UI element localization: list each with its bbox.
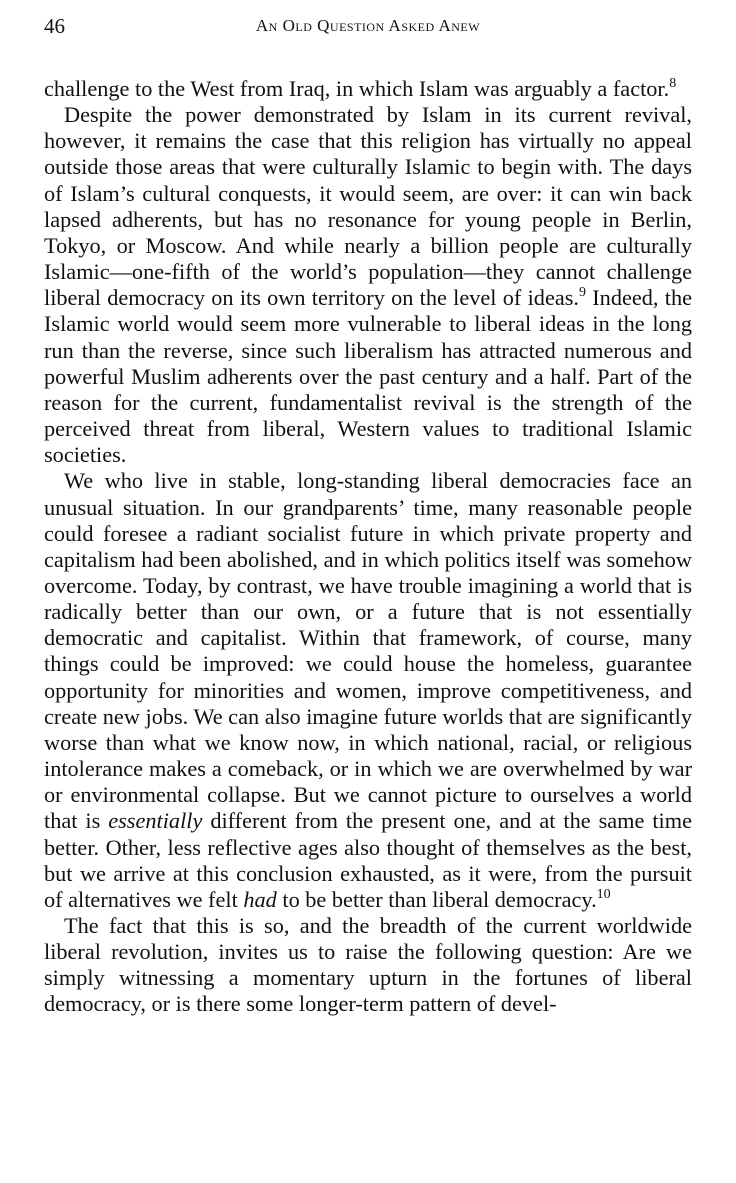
italic-text: had xyxy=(243,886,277,912)
italic-text: essentially xyxy=(108,808,203,834)
paragraph-text: Indeed, the Islamic world would seem more vulnerable to liberal ideas in the long run than the reverse, since such liberalism has attracted numerous and powerful Muslim adherents over the past century and a half. Part of the reason for the current, fundamentalist revival is the strength of the perceived threat from liberal, Western values to traditional Islamic societies. xyxy=(44,285,692,468)
footnote-marker: 9 xyxy=(579,285,586,301)
footnote-marker: 10 xyxy=(596,886,611,902)
footnote-marker: 8 xyxy=(669,76,677,91)
page-header xyxy=(44,14,692,44)
page-number: 46 xyxy=(44,14,65,38)
paragraph-text: to be better than liberal democracy. xyxy=(276,886,597,912)
paragraph xyxy=(44,102,692,468)
paragraph-text: Despite the power demonstrated by Islam in its current revival, however, it remains the case that this religion has virtually no appeal outside those areas that were culturally Islamic to begin with. The days of Islam’s cultural conquests, it would seem, are over: it can win back lapsed adherents, but has no resonance for young people in Berlin, Tokyo, or Moscow. And while nearly a billion people are culturally Islamic—one-fifth of the world’s population—they cannot challenge liberal democracy on its own territory on the level of ideas. xyxy=(44,102,692,311)
paragraph-text: different from the present one, and at the same time better. Other, less reflective ages also thought of themselves as the best, but we arrive at this conclusion exhausted, as it were, from the pursuit of alternatives we felt xyxy=(44,808,692,912)
paragraph-text: The fact that this is so, and the breadth of the current worldwide liberal revolution, invites us to raise the following question: Are we simply witnessing a momentary upturn in the fortunes of liberal democracy, or is there some longer-term pattern of devel- xyxy=(44,913,692,1017)
running-title: An Old Question Asked Anew xyxy=(255,16,481,35)
paragraph xyxy=(44,913,692,1018)
paragraph xyxy=(44,468,692,913)
paragraph-text: challenge to the West from Iraq, in which Islam was arguably a factor. xyxy=(44,76,670,101)
paragraph-text: We who live in stable, long-standing liberal democracies face an unusual situation. In our grandparents’ time, many reasonable people could foresee a radiant socialist future in which private property and capitalism had been abolished, and in which politics itself was somehow overcome. Today, by contrast, we have trouble imagining a world that is radically better than our own, or a future that is not essentially democratic and capitalist. Within that framework, of course, many things could be improved: we could house the homeless, guarantee opportunity for minorities and women, improve competitiveness, and create new jobs. We can also imagine future worlds that are significantly worse than what we know now, in which national, racial, or religious intolerance makes a comeback, or in which we are overwhelmed by war or environmental collapse. But we cannot picture to ourselves a world that is xyxy=(44,468,692,834)
paragraph xyxy=(44,76,692,102)
body-text xyxy=(44,76,692,1018)
